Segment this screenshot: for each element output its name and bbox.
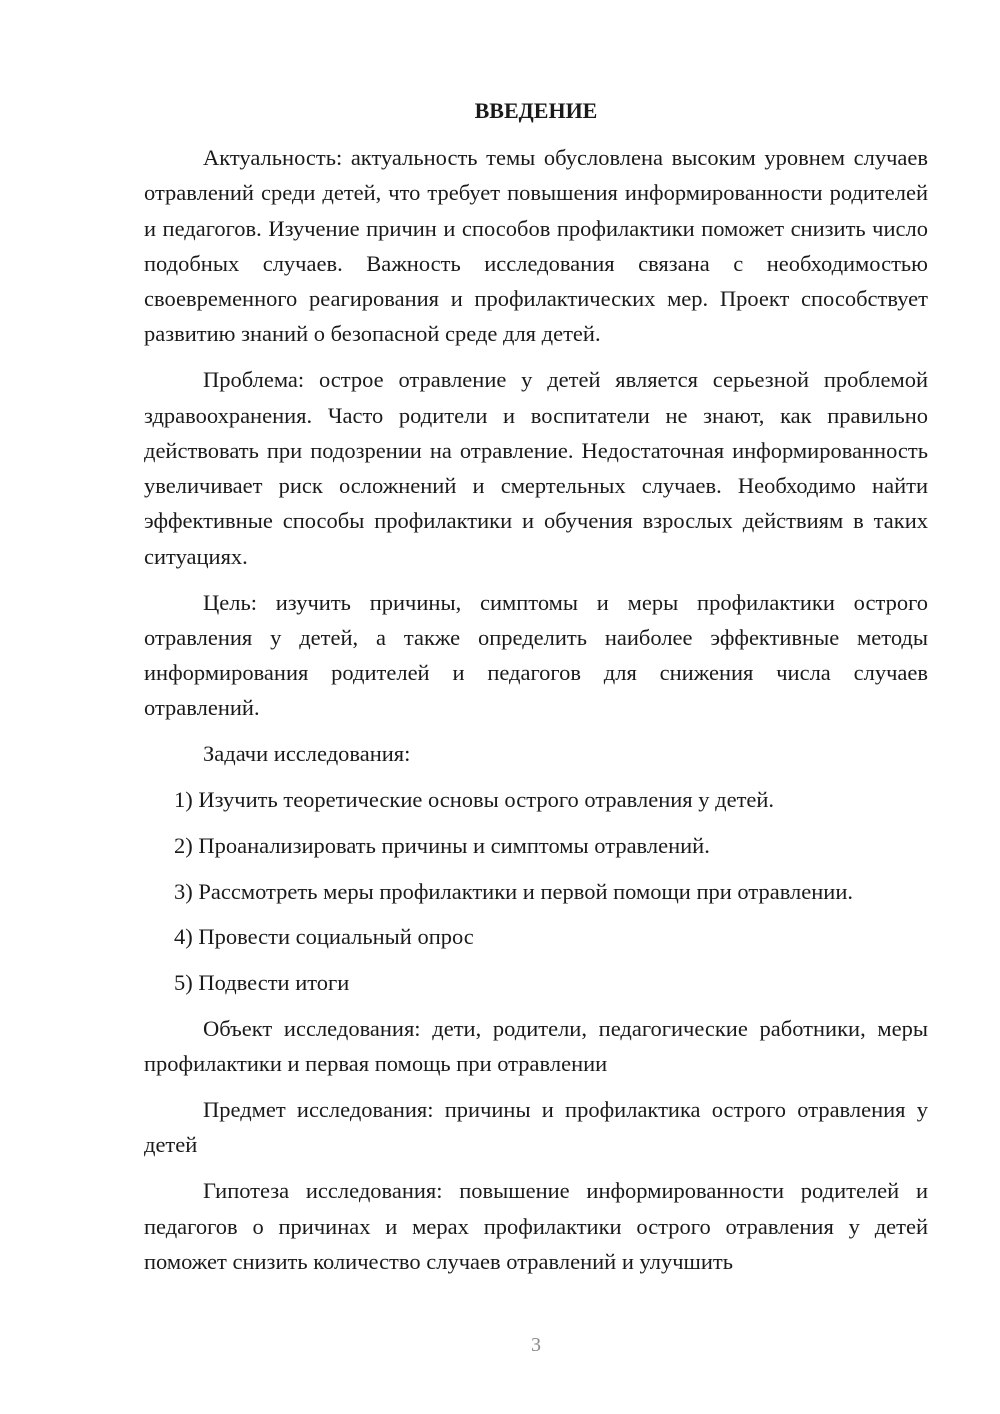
page-number: 3 xyxy=(531,1334,541,1356)
document-body xyxy=(144,140,928,1279)
hypothesis-paragraph: Гипотеза исследования: повышение информированности родителей и педагогов о причинах и мерах профилактики острого отравления у детей поможет снизить количество случаев отравлений и улучшить xyxy=(144,1178,928,1274)
task-item: 5) Подвести итоги xyxy=(174,970,350,996)
relevance-paragraph: Актуальность: актуальность темы обусловлена высоким уровнем случаев отравлений среди детей, что требует повышения информированности родителей и педагогов. Изучение причин и способов профилактики поможет снизить число подобных случаев. Важность исследования связана с необходимостью своевременного реагирования и профилактических мер. Проект способствует развитию знаний о безопасной среде для детей. xyxy=(144,145,928,347)
task-item: 1) Изучить теоретические основы острого отравления у детей. xyxy=(174,787,775,813)
subject-paragraph: Предмет исследования: причины и профилактика острого отравления у детей xyxy=(144,1097,928,1158)
page-title: ВВЕДЕНИЕ xyxy=(474,98,598,123)
task-item: 4) Провести социальный опрос xyxy=(174,924,474,950)
problem-paragraph: Проблема: острое отравление у детей является серьезной проблемой здравоохранения. Часто родители и воспитатели не знают, как правильно действовать при подозрении на отравление. Недостаточная информированность увеличивает риск осложнений и смертельных случаев. Необходимо найти эффективные способы профилактики и обучения взрослых действиям в таких ситуациях. xyxy=(144,367,928,569)
object-paragraph: Объект исследования: дети, родители, педагогические работники, меры профилактики и первая помощь при отравлении xyxy=(144,1016,928,1077)
task-item: 2) Проанализировать причины и симптомы отравлений. xyxy=(174,832,710,858)
goal-paragraph: Цель: изучить причины, симптомы и меры профилактики острого отравления у детей, а также определить наиболее эффективные методы информирования родителей и педагогов для снижения числа случаев отравлений. xyxy=(144,589,928,721)
tasks-heading: Задачи исследования: xyxy=(203,741,411,767)
task-item: 3) Рассмотреть меры профилактики и первой помощи при отравлении. xyxy=(174,878,854,904)
